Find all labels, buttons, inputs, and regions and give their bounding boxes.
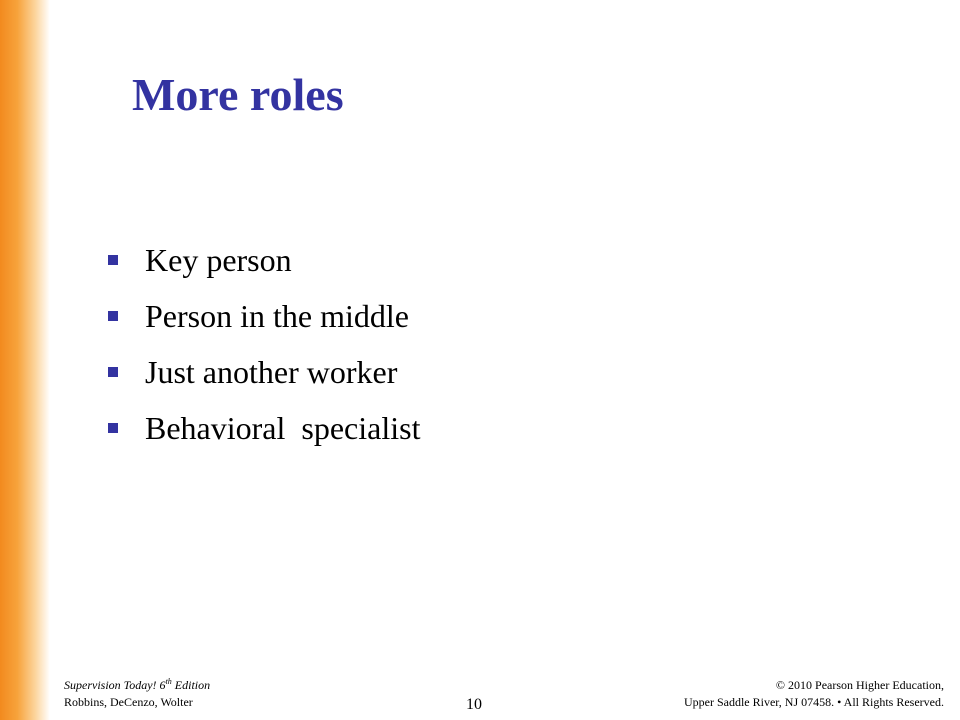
bullet-item — [108, 232, 420, 288]
bullet-square-icon — [108, 367, 118, 377]
bullet-text: Key person — [145, 241, 292, 278]
bullet-item — [108, 400, 420, 456]
footer-authors: Robbins, DeCenzo, Wolter — [64, 695, 193, 709]
decorative-side-bar — [0, 0, 50, 720]
edition-superscript: th — [165, 677, 172, 686]
copyright-line-2: Upper Saddle River, NJ 07458. • All Rights Reserved. — [683, 695, 944, 709]
book-title-text: Supervision Today! 6 — [64, 678, 166, 692]
footer-book-info — [64, 677, 210, 711]
bullet-square-icon — [108, 255, 118, 265]
page-number: 10 — [466, 696, 482, 713]
bullet-list — [108, 232, 420, 456]
bullet-item — [108, 288, 420, 344]
footer-book-title — [64, 677, 210, 694]
edition-word: Edition — [171, 678, 211, 692]
bullet-text: Person in the middle — [145, 297, 409, 334]
bullet-square-icon — [108, 423, 118, 433]
bullet-item — [108, 344, 420, 400]
copyright-line-1: © 2010 Pearson Higher Education, — [775, 678, 944, 692]
slide-title: More roles — [132, 69, 344, 120]
bullet-text: Just another worker — [145, 353, 398, 390]
bullet-text: Behavioral specialist — [145, 409, 421, 446]
bullet-square-icon — [108, 311, 118, 321]
footer-copyright — [684, 677, 944, 711]
